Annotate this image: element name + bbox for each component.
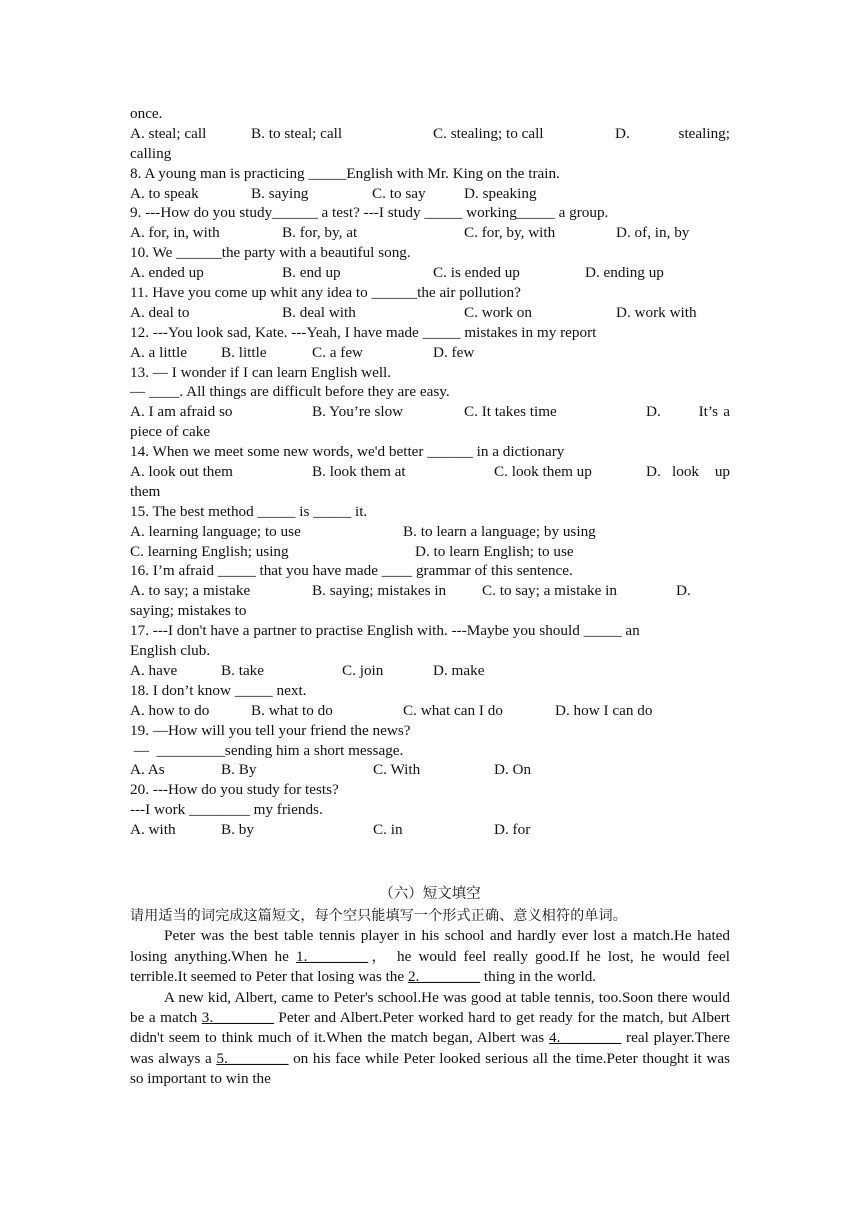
q13-stem: 13. — I wonder if I can learn English well. — [130, 363, 392, 381]
option-a: A. how to do — [130, 701, 210, 719]
option-d-word2: up — [714, 463, 730, 481]
option-b: B. to learn a language; by using — [403, 522, 596, 540]
q17-stem: 17. ---I don't have a partner to practise English with. ---Maybe you should _____ an — [130, 622, 640, 640]
section-instruction: 请用适当的词完成这篇短文，每个空只能填写一个形式正确、意义相符的单词。 — [130, 908, 627, 924]
q9-options — [130, 223, 730, 243]
option-d-word2: a — [723, 403, 730, 421]
option-c: C. in — [373, 821, 403, 839]
q14-option-d-cont: them — [130, 482, 161, 500]
option-c: C. look them up — [494, 463, 592, 481]
q19-response: — _________sending him a short message. — [130, 741, 404, 759]
option-b: B. You’re slow — [312, 403, 404, 421]
q20-options — [130, 820, 730, 840]
q13-options — [130, 402, 730, 422]
option-d: D. make — [433, 661, 485, 679]
q19-stem: 19. —How will you tell your friend the news? — [130, 721, 411, 739]
option-c: C. to say — [372, 184, 426, 202]
option-d: D. to learn English; to use — [415, 542, 574, 560]
q20-response: ---I work ________ my friends. — [130, 801, 323, 819]
q14-options — [130, 462, 730, 482]
q17-options — [130, 661, 730, 681]
option-c: C. for, by, with — [464, 224, 556, 242]
option-b: B. By — [221, 761, 257, 779]
passage-text: on his face while Peter looked serious all the time.Peter thought it was so important to win the — [130, 1049, 730, 1088]
option-c: C. to say; a mistake in — [482, 582, 617, 600]
option-d: D. for — [494, 821, 531, 839]
option-c: C. With — [373, 761, 421, 779]
passage-text: thing in the world. — [480, 968, 597, 986]
blank-3: 3.________ — [201, 1009, 274, 1027]
q18-options — [130, 701, 730, 721]
option-b: B. for, by, at — [282, 224, 358, 242]
passage-text: A new kid, Albert, came to Peter's school.He was good at table tennis, too.Soon there would be a match — [130, 988, 730, 1027]
option-a: A. a little — [130, 343, 187, 361]
option-a: A. ended up — [130, 264, 204, 282]
passage-text: real player.There was always a — [130, 1029, 730, 1067]
option-d-label: D. — [646, 403, 661, 421]
q15-options-ab — [130, 522, 730, 542]
option-a: A. with — [130, 821, 176, 839]
option-a: A. As — [130, 761, 165, 779]
option-a: A. to speak — [130, 184, 199, 202]
option-d-label: D. — [676, 582, 691, 600]
option-c: C. stealing; to call — [433, 124, 544, 142]
cloze-passage — [130, 906, 730, 1090]
passage-text: ， he would feel really good.If he lost, he would feel terrible.It seemed to Peter that losing was the — [130, 947, 730, 986]
q16-stem: 16. I’m afraid _____ that you have made ____ grammar of this sentence. — [130, 562, 573, 580]
blank-1: 1.________ — [295, 947, 369, 965]
option-a: A. to say; a mistake — [130, 582, 251, 600]
option-a: A. steal; call — [130, 124, 207, 142]
blank-5: 5.________ — [216, 1049, 289, 1067]
q15-options-cd — [130, 542, 730, 562]
option-b: B. saying; mistakes in — [312, 582, 447, 600]
option-d-word1: It’s — [698, 403, 718, 421]
option-b: B. take — [221, 661, 265, 679]
q11-stem: 11. Have you come up whit any idea to ______the air pollution? — [130, 284, 521, 302]
q8-stem: 8. A young man is practicing _____English with Mr. King on the train. — [130, 164, 560, 182]
q19-options — [130, 760, 730, 780]
option-c: C. work on — [464, 303, 532, 321]
option-d-text: stealing; — [678, 124, 730, 142]
option-d: D. of, in, by — [616, 224, 690, 242]
option-a: A. look out them — [130, 463, 233, 481]
blank-4: 4.________ — [549, 1029, 622, 1047]
option-d: D. speaking — [464, 184, 537, 202]
blank-2: 2.________ — [407, 968, 481, 986]
option-b: B. by — [221, 821, 254, 839]
passage-paragraph-1 — [130, 926, 730, 987]
q7-option-d-cont: calling — [130, 144, 172, 162]
q6-tail: once. — [130, 105, 163, 122]
q8-options — [130, 184, 730, 204]
q18-stem: 18. I don’t know _____ next. — [130, 681, 307, 699]
q17-stem-cont: English club. — [130, 642, 211, 660]
option-c: C. learning English; using — [130, 542, 289, 560]
section-title: （六）短文填空 — [379, 886, 481, 902]
q9-stem: 9. ---How do you study______ a test? ---I study _____ working_____ a group. — [130, 204, 609, 222]
option-b: B. look them at — [312, 463, 406, 481]
option-d-word1: look — [672, 463, 700, 481]
option-a: A. for, in, with — [130, 224, 220, 242]
option-b: B. end up — [282, 264, 341, 282]
option-b: B. to steal; call — [251, 124, 343, 142]
option-d-label: D. — [615, 124, 630, 142]
option-d: D. ending up — [585, 264, 664, 282]
option-c: C. what can I do — [403, 701, 503, 719]
option-d: D. On — [494, 761, 532, 779]
q12-stem: 12. ---You look sad, Kate. ---Yeah, I have made _____ mistakes in my report — [130, 323, 597, 341]
option-b: B. little — [221, 343, 267, 361]
q13-option-d-cont: piece of cake — [130, 423, 211, 441]
option-c: C. a few — [312, 343, 364, 361]
q7-options — [130, 124, 730, 144]
q12-options — [130, 343, 730, 363]
q13-response: — ____. All things are difficult before they are easy. — [130, 383, 450, 401]
q10-options — [130, 263, 730, 283]
q10-stem: 10. We ______the party with a beautiful song. — [130, 244, 411, 262]
q14-stem: 14. When we meet some new words, we'd better ______ in a dictionary — [130, 443, 565, 461]
option-b: B. what to do — [251, 701, 333, 719]
option-a: A. deal to — [130, 303, 190, 321]
option-a: A. have — [130, 661, 178, 679]
option-d: D. work with — [616, 303, 697, 321]
option-c: C. is ended up — [433, 264, 520, 282]
passage-text: Peter and Albert.Peter worked hard to get ready for the match, but Albert didn't seem to think much of it.When the match began, Albert was — [130, 1009, 730, 1047]
option-c: C. It takes time — [464, 403, 557, 421]
option-b: B. deal with — [282, 303, 356, 321]
option-d: D. few — [433, 343, 475, 361]
option-a: A. learning language; to use — [130, 522, 301, 540]
option-c: C. join — [342, 661, 384, 679]
option-b: B. saying — [251, 184, 309, 202]
q16-option-d-cont: saying; mistakes to — [130, 602, 247, 620]
q20-stem: 20. ---How do you study for tests? — [130, 781, 339, 799]
q16-options — [130, 581, 730, 601]
q11-options — [130, 303, 730, 323]
q15-stem: 15. The best method _____ is _____ it. — [130, 502, 368, 520]
option-d-label: D. — [646, 463, 661, 481]
passage-text: Peter was the best table tennis player in his school and hardly ever lost a match.He hated losing anything.When he — [130, 927, 730, 965]
option-a: A. I am afraid so — [130, 403, 233, 421]
question-list — [130, 104, 730, 840]
option-d: D. how I can do — [555, 701, 653, 719]
passage-paragraph-2 — [130, 988, 730, 1090]
